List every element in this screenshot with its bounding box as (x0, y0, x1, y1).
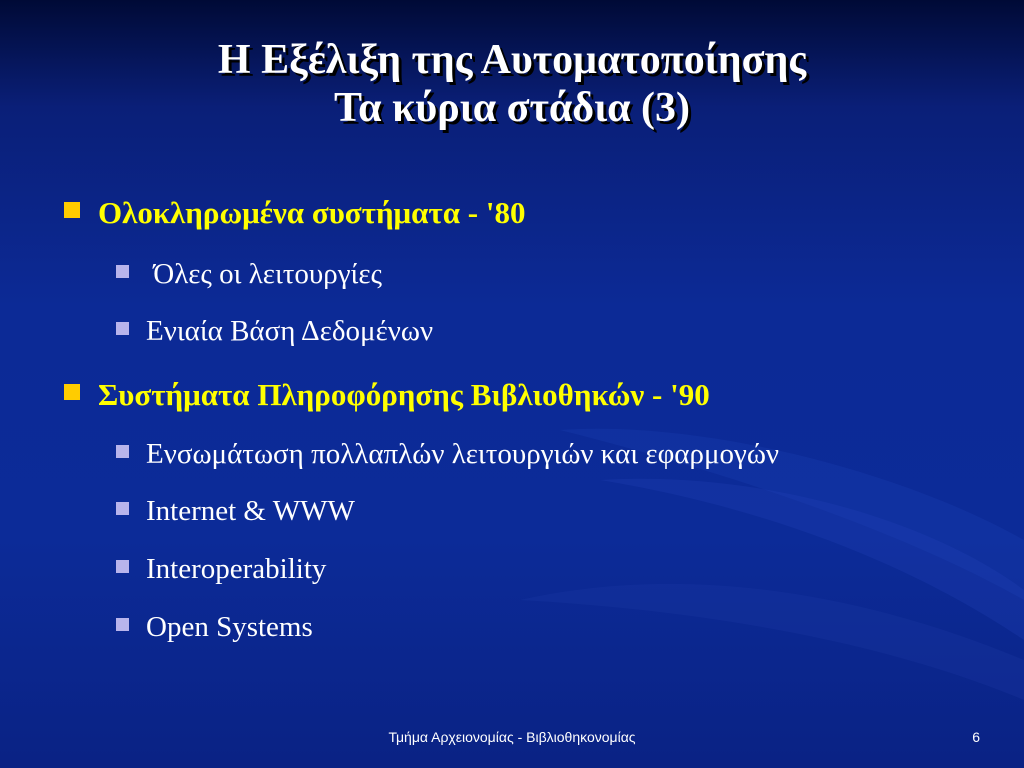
list-item (64, 192, 525, 231)
list-item (64, 374, 710, 413)
sub-bullet-text: Open Systems (146, 610, 313, 643)
sub-bullet-text: Όλες οι λειτουργίες (146, 257, 383, 290)
bullet-text: Συστήματα Πληροφόρησης Βιβλιοθηκών - '90 (98, 376, 710, 412)
sub-bullet-text: Interoperability (146, 552, 327, 585)
list-item (116, 313, 433, 348)
square-bullet-icon (116, 322, 129, 335)
slide-footer: Τμήμα Αρχειονομίας - Βιβλιοθηκονομίας (388, 729, 636, 745)
sub-bullet-text: Ενιαία Βάση Δεδομένων (146, 314, 434, 347)
list-item (116, 436, 779, 471)
title-line-2: Τα κύρια στάδια (3) (333, 85, 691, 131)
title-line-1: Η Εξέλιξη της Αυτοματοποίησης (217, 37, 807, 83)
list-item (116, 551, 326, 586)
list-item (116, 256, 382, 291)
square-bullet-icon (116, 502, 129, 515)
sub-bullet-text: Ενσωμάτωση πολλαπλών λειτουργιών και εφαρμογών (146, 437, 780, 470)
list-item (116, 609, 313, 644)
square-bullet-icon (116, 265, 129, 278)
square-bullet-icon (116, 445, 129, 458)
bullet-text: Ολοκληρωμένα συστήματα - '80 (98, 194, 526, 230)
page-number: 6 (972, 729, 980, 745)
list-item (116, 493, 355, 528)
square-bullet-icon (116, 560, 129, 573)
square-bullet-icon (116, 618, 129, 631)
square-bullet-icon (64, 384, 80, 400)
sub-bullet-text: Internet & WWW (146, 494, 355, 527)
square-bullet-icon (64, 202, 80, 218)
